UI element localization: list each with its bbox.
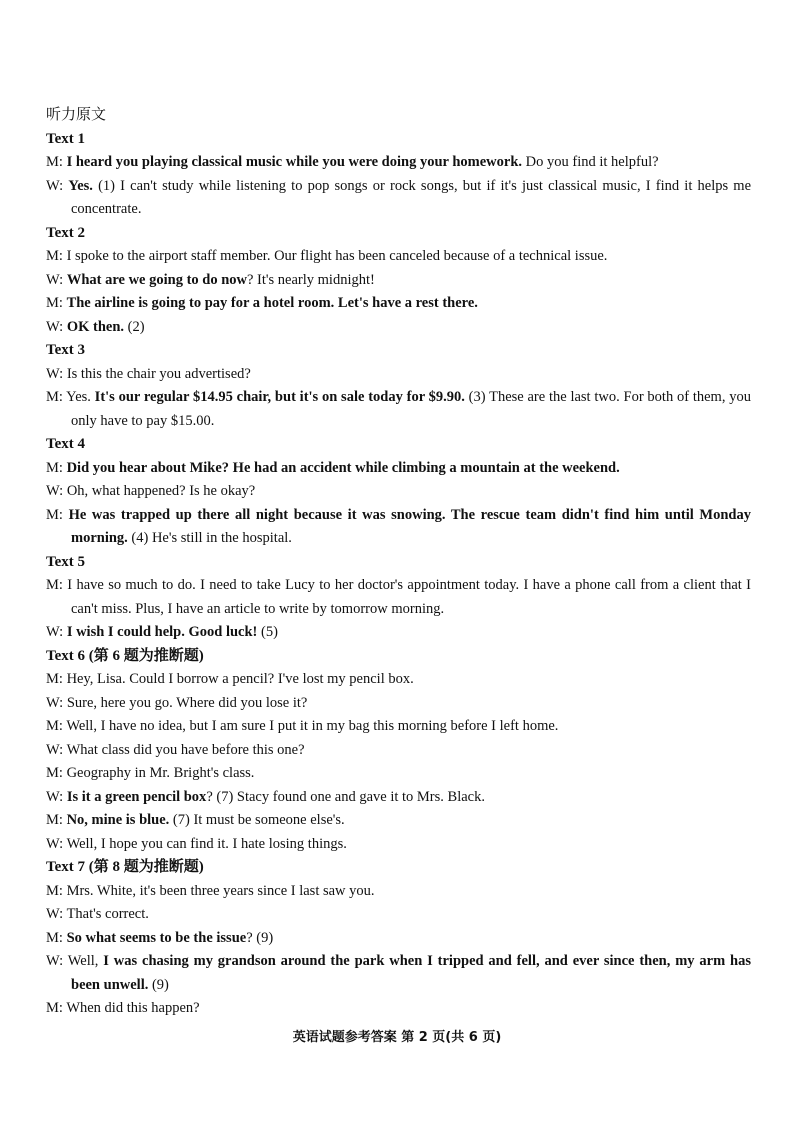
speaker-colon: :	[59, 694, 67, 711]
key-sentence: What are we going to do now	[66, 271, 247, 288]
dialogue-line	[46, 927, 751, 951]
key-sentence: Yes.	[68, 177, 93, 194]
dialogue-line	[46, 269, 751, 293]
speaker-colon: :	[58, 765, 67, 781]
speaker-colon: :	[59, 271, 67, 288]
speaker-colon: :	[58, 812, 67, 828]
section-title: Text 5	[46, 553, 86, 570]
speaker-colon: :	[59, 906, 67, 922]
speaker-colon: :	[59, 788, 67, 805]
key-sentence: OK then.	[66, 318, 125, 335]
speaker-colon: :	[58, 671, 67, 687]
dialogue-text: I have so much to do. I need to take Lucy to her doctor's appointment today. I have a phone call from a client that I can't miss. Plus, I have an article to write by tomorrow morning.	[67, 577, 752, 617]
speaker-label: M	[46, 929, 59, 946]
dialogue-line	[46, 292, 751, 316]
dialogue-text: Yes.	[66, 389, 95, 405]
speaker-colon: :	[58, 929, 67, 946]
dialogue-text: Well, I have no idea, but I am sure I put it in my bag this morning before I left home.	[66, 718, 559, 734]
speaker-colon: :	[59, 624, 67, 640]
dialogue-line	[46, 480, 751, 504]
key-sentence: Is it a green pencil box	[66, 788, 207, 805]
dialogue-line	[46, 504, 751, 551]
speaker-label: W	[46, 953, 60, 969]
speaker-colon: :	[58, 882, 67, 899]
key-sentence: I wish I could help. Good luck!	[66, 624, 258, 640]
dialogue-text: I spoke to the airport staff member. Our flight has been canceled because of a technical issue.	[66, 248, 608, 264]
dialogue-line	[46, 833, 751, 857]
speaker-label: M	[46, 765, 59, 781]
dialogue-line	[46, 363, 751, 387]
dialogue-line	[46, 762, 751, 786]
speaker-label: M	[46, 671, 59, 687]
speaker-colon: :	[59, 741, 67, 758]
section-title: Text 4	[46, 436, 86, 452]
dialogue-text: (3) These are the last two. For both of them, you only have to pay $15.00.	[71, 389, 751, 429]
speaker-label: M	[46, 577, 59, 593]
speaker-colon: :	[59, 177, 69, 194]
dialogue-line	[46, 621, 751, 645]
dialogue-line	[46, 715, 751, 739]
section-title: Text 6 (第 6 题为推断题)	[46, 647, 204, 664]
dialogue-text: (9)	[148, 976, 169, 993]
speaker-colon: :	[59, 953, 68, 969]
speaker-label: W	[46, 788, 60, 805]
transcript	[46, 104, 751, 1021]
speaker-colon: :	[58, 154, 67, 170]
dialogue-text: (7) It must be someone else's.	[169, 812, 345, 828]
speaker-colon: :	[59, 483, 67, 499]
dialogue-text: (4) He's still in the hospital.	[127, 530, 292, 546]
key-sentence: So what seems to be the issue	[66, 929, 247, 946]
dialogue-line	[46, 692, 751, 716]
dialogue-text: ? (7) Stacy found one and gave it to Mrs. Black.	[206, 788, 485, 805]
speaker-colon: :	[58, 506, 69, 523]
dialogue-line	[46, 175, 751, 222]
dialogue-text: ? (9)	[246, 929, 274, 946]
dialogue-text: Sure, here you go. Where did you lose it?	[66, 694, 308, 711]
speaker-label: W	[46, 318, 60, 335]
dialogue-line	[46, 786, 751, 810]
speaker-colon: :	[59, 835, 67, 852]
dialogue-text: Mrs. White, it's been three years since I last saw you.	[66, 882, 375, 899]
key-sentence: He was trapped up there all night because it was snowing. The rescue team didn't find him until Monday morning.	[68, 506, 751, 546]
dialogue-text: That's correct.	[66, 906, 149, 922]
section-title: Text 7 (第 8 题为推断题)	[46, 859, 204, 875]
dialogue-line	[46, 997, 751, 1021]
dialogue-line	[46, 386, 751, 433]
dialogue-line	[46, 903, 751, 927]
key-sentence: I heard you playing classical music while you were doing your homework.	[66, 154, 523, 170]
transcript-sections	[46, 128, 751, 1021]
key-sentence: I was chasing my grandson around the park when I tripped and fell, and ever since then, my arm has been unwell.	[71, 953, 751, 993]
dialogue-line	[46, 316, 751, 340]
speaker-label: W	[46, 177, 60, 194]
dialogue-text: Is this the chair you advertised?	[66, 365, 251, 382]
speaker-colon: :	[58, 1000, 67, 1016]
speaker-label: M	[46, 1000, 59, 1016]
speaker-colon: :	[58, 248, 67, 264]
speaker-label: M	[46, 459, 59, 476]
dialogue-line	[46, 457, 751, 481]
speaker-label: M	[46, 718, 59, 734]
speaker-colon: :	[59, 318, 67, 335]
section-title: Text 1	[46, 130, 86, 147]
speaker-label: M	[46, 389, 59, 405]
key-sentence: It's our regular $14.95 chair, but it's on sale today for $9.90.	[94, 389, 465, 405]
speaker-label: W	[46, 365, 60, 382]
dialogue-text: (1) I can't study while listening to pop songs or rock songs, but if it's just classical music, I find it helps me concentrate.	[71, 177, 752, 217]
dialogue-line	[46, 739, 751, 763]
dialogue-text: Geography in Mr. Bright's class.	[66, 765, 255, 781]
section-title: Text 3	[46, 342, 86, 358]
dialogue-text: When did this happen?	[66, 1000, 200, 1016]
speaker-label: M	[46, 295, 59, 311]
dialogue-text: Oh, what happened? Is he okay?	[66, 483, 256, 499]
dialogue-text: (2)	[124, 318, 145, 335]
key-sentence: No, mine is blue.	[66, 812, 170, 828]
dialogue-line	[46, 151, 751, 175]
dialogue-line	[46, 809, 751, 833]
speaker-label: W	[46, 741, 60, 758]
speaker-label: M	[46, 506, 59, 523]
dialogue-line	[46, 574, 751, 621]
speaker-label: M	[46, 154, 59, 170]
section-title: Text 2	[46, 224, 86, 241]
key-sentence: Did you hear about Mike? He had an accident while climbing a mountain at the weekend.	[66, 459, 620, 476]
dialogue-text: Well, I hope you can find it. I hate losing things.	[66, 835, 347, 852]
speaker-label: M	[46, 812, 59, 828]
speaker-colon: :	[58, 718, 67, 734]
dialogue-text: Do you find it helpful?	[522, 154, 659, 170]
speaker-colon: :	[58, 295, 67, 311]
dialogue-text: (5)	[257, 624, 278, 640]
speaker-colon: :	[59, 365, 67, 382]
speaker-label: W	[46, 624, 60, 640]
page-heading: 听力原文	[46, 107, 107, 123]
page-footer: 英语试题参考答案 第 2 页(共 6 页)	[292, 1030, 502, 1045]
speaker-label: W	[46, 271, 60, 288]
speaker-label: W	[46, 835, 60, 852]
dialogue-text: ? It's nearly midnight!	[247, 271, 375, 288]
speaker-colon: :	[58, 459, 67, 476]
speaker-label: W	[46, 694, 60, 711]
dialogue-line	[46, 245, 751, 269]
speaker-colon: :	[58, 577, 68, 593]
speaker-label: W	[46, 483, 60, 499]
key-sentence: The airline is going to pay for a hotel room. Let's have a rest there.	[66, 295, 478, 311]
dialogue-text: What class did you have before this one?	[66, 741, 305, 758]
speaker-colon: :	[58, 389, 67, 405]
speaker-label: M	[46, 248, 59, 264]
dialogue-text: Hey, Lisa. Could I borrow a pencil? I've lost my pencil box.	[66, 671, 414, 687]
dialogue-line	[46, 950, 751, 997]
speaker-label: M	[46, 882, 59, 899]
dialogue-text: Well,	[67, 953, 104, 969]
speaker-label: W	[46, 906, 60, 922]
dialogue-line	[46, 668, 751, 692]
dialogue-line	[46, 880, 751, 904]
